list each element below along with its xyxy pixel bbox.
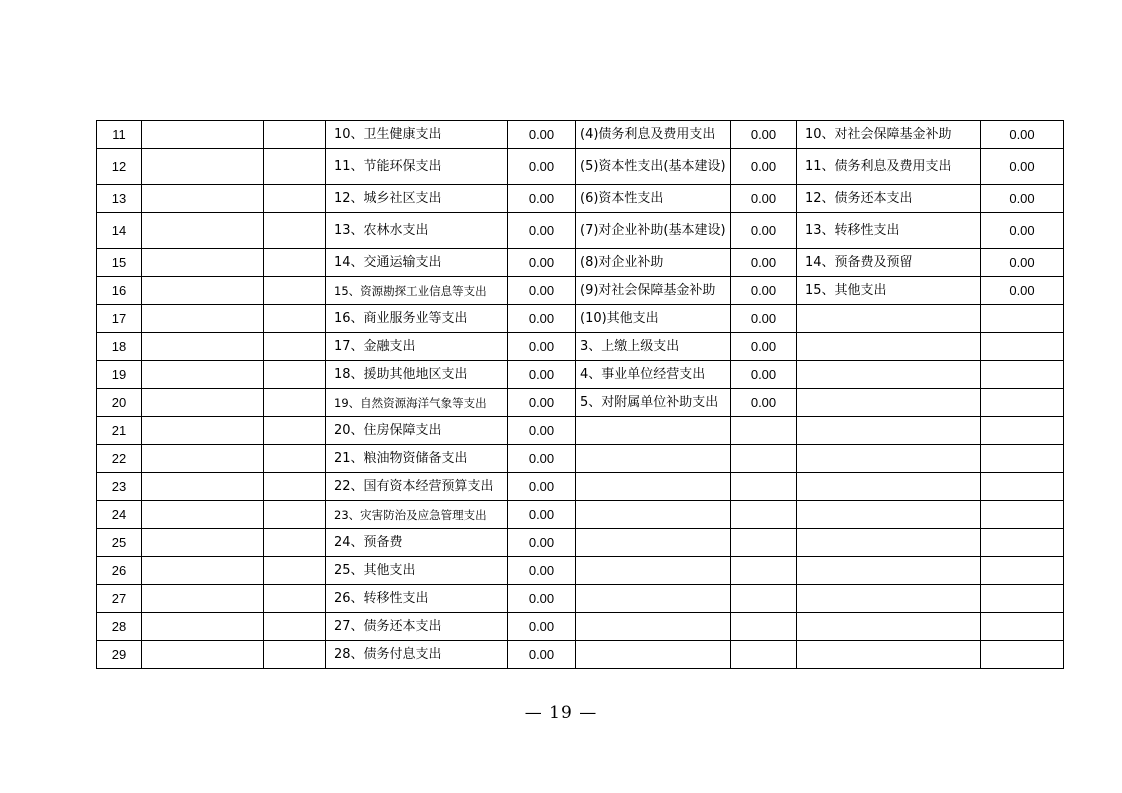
expense-economic-item: 5、对附属单位补助支出 xyxy=(576,389,731,417)
income-amount xyxy=(264,613,326,641)
expense-government-amount: 0.00 xyxy=(981,149,1064,185)
expense-economic-amount xyxy=(731,473,797,501)
table-row xyxy=(97,641,1064,669)
expense-government-amount: 0.00 xyxy=(981,185,1064,213)
expense-function-amount: 0.00 xyxy=(508,121,576,149)
expense-function-item: 14、交通运输支出 xyxy=(326,249,508,277)
income-item xyxy=(142,389,264,417)
expense-function-item: 12、城乡社区支出 xyxy=(326,185,508,213)
table-row xyxy=(97,529,1064,557)
expense-function-item: 23、灾害防治及应急管理支出 xyxy=(326,501,508,529)
expense-government-amount xyxy=(981,389,1064,417)
table-row xyxy=(97,389,1064,417)
expense-function-amount: 0.00 xyxy=(508,613,576,641)
income-item xyxy=(142,361,264,389)
expense-function-item: 20、住房保障支出 xyxy=(326,417,508,445)
table-row xyxy=(97,333,1064,361)
expense-government-item xyxy=(797,473,981,501)
income-amount xyxy=(264,149,326,185)
expense-government-amount xyxy=(981,305,1064,333)
expense-economic-item xyxy=(576,641,731,669)
expense-economic-amount: 0.00 xyxy=(731,361,797,389)
income-item xyxy=(142,501,264,529)
expense-government-amount xyxy=(981,417,1064,445)
row-number: 24 xyxy=(97,501,142,529)
expense-government-amount xyxy=(981,361,1064,389)
table-row xyxy=(97,557,1064,585)
expense-government-amount: 0.00 xyxy=(981,213,1064,249)
expense-economic-item xyxy=(576,445,731,473)
expense-government-amount xyxy=(981,529,1064,557)
expense-government-item xyxy=(797,529,981,557)
expense-function-item: 22、国有资本经营预算支出 xyxy=(326,473,508,501)
budget-table xyxy=(96,120,1064,669)
expense-government-amount xyxy=(981,501,1064,529)
expense-government-amount: 0.00 xyxy=(981,249,1064,277)
income-item xyxy=(142,473,264,501)
income-amount xyxy=(264,121,326,149)
expense-economic-amount: 0.00 xyxy=(731,149,797,185)
expense-government-amount xyxy=(981,445,1064,473)
expense-function-amount: 0.00 xyxy=(508,501,576,529)
income-amount xyxy=(264,529,326,557)
row-number: 28 xyxy=(97,613,142,641)
expense-government-amount: 0.00 xyxy=(981,121,1064,149)
income-item xyxy=(142,185,264,213)
row-number: 18 xyxy=(97,333,142,361)
expense-function-amount: 0.00 xyxy=(508,389,576,417)
expense-economic-item: (4)债务利息及费用支出 xyxy=(576,121,731,149)
row-number: 27 xyxy=(97,585,142,613)
expense-function-amount: 0.00 xyxy=(508,277,576,305)
page-number: — 19 — xyxy=(524,703,598,723)
income-amount xyxy=(264,277,326,305)
expense-government-item: 14、预备费及预留 xyxy=(797,249,981,277)
expense-economic-amount xyxy=(731,641,797,669)
row-number: 15 xyxy=(97,249,142,277)
expense-function-item: 11、节能环保支出 xyxy=(326,149,508,185)
table-row xyxy=(97,445,1064,473)
expense-function-item: 13、农林水支出 xyxy=(326,213,508,249)
expense-government-item xyxy=(797,445,981,473)
expense-function-amount: 0.00 xyxy=(508,641,576,669)
expense-economic-amount: 0.00 xyxy=(731,185,797,213)
table-row xyxy=(97,361,1064,389)
expense-government-amount xyxy=(981,641,1064,669)
row-number: 11 xyxy=(97,121,142,149)
table-row xyxy=(97,473,1064,501)
income-item xyxy=(142,445,264,473)
expense-government-item xyxy=(797,333,981,361)
income-amount xyxy=(264,641,326,669)
expense-economic-amount xyxy=(731,557,797,585)
expense-function-item: 15、资源勘探工业信息等支出 xyxy=(326,277,508,305)
expense-function-amount: 0.00 xyxy=(508,213,576,249)
table-row xyxy=(97,585,1064,613)
expense-economic-amount: 0.00 xyxy=(731,249,797,277)
expense-function-amount: 0.00 xyxy=(508,333,576,361)
income-item xyxy=(142,149,264,185)
income-item xyxy=(142,213,264,249)
expense-government-item: 12、债务还本支出 xyxy=(797,185,981,213)
row-number: 26 xyxy=(97,557,142,585)
row-number: 17 xyxy=(97,305,142,333)
income-amount xyxy=(264,305,326,333)
expense-economic-amount: 0.00 xyxy=(731,333,797,361)
expense-function-item: 28、债务付息支出 xyxy=(326,641,508,669)
expense-function-amount: 0.00 xyxy=(508,417,576,445)
expense-economic-item xyxy=(576,417,731,445)
income-amount xyxy=(264,417,326,445)
expense-government-amount xyxy=(981,585,1064,613)
expense-function-amount: 0.00 xyxy=(508,185,576,213)
income-amount xyxy=(264,473,326,501)
expense-economic-item xyxy=(576,529,731,557)
expense-function-item: 16、商业服务业等支出 xyxy=(326,305,508,333)
expense-government-item: 10、对社会保障基金补助 xyxy=(797,121,981,149)
income-amount xyxy=(264,501,326,529)
expense-economic-item: 4、事业单位经营支出 xyxy=(576,361,731,389)
income-item xyxy=(142,529,264,557)
row-number: 25 xyxy=(97,529,142,557)
income-amount xyxy=(264,249,326,277)
table-row xyxy=(97,249,1064,277)
expense-economic-amount: 0.00 xyxy=(731,121,797,149)
expense-economic-item xyxy=(576,501,731,529)
income-item xyxy=(142,641,264,669)
expense-economic-amount xyxy=(731,501,797,529)
row-number: 22 xyxy=(97,445,142,473)
expense-economic-amount: 0.00 xyxy=(731,389,797,417)
income-amount xyxy=(264,445,326,473)
expense-economic-item: (6)资本性支出 xyxy=(576,185,731,213)
expense-economic-amount: 0.00 xyxy=(731,305,797,333)
expense-economic-amount xyxy=(731,417,797,445)
row-number: 20 xyxy=(97,389,142,417)
expense-government-amount xyxy=(981,333,1064,361)
expense-function-amount: 0.00 xyxy=(508,249,576,277)
expense-function-amount: 0.00 xyxy=(508,585,576,613)
income-item xyxy=(142,277,264,305)
expense-government-item xyxy=(797,389,981,417)
expense-function-amount: 0.00 xyxy=(508,473,576,501)
row-number: 12 xyxy=(97,149,142,185)
expense-economic-amount xyxy=(731,529,797,557)
expense-government-amount: 0.00 xyxy=(981,277,1064,305)
expense-economic-item xyxy=(576,585,731,613)
row-number: 13 xyxy=(97,185,142,213)
income-item xyxy=(142,305,264,333)
expense-government-item: 11、债务利息及费用支出 xyxy=(797,149,981,185)
expense-government-item xyxy=(797,641,981,669)
expense-function-item: 25、其他支出 xyxy=(326,557,508,585)
income-amount xyxy=(264,213,326,249)
table-row xyxy=(97,277,1064,305)
expense-government-amount xyxy=(981,613,1064,641)
table-row xyxy=(97,121,1064,149)
expense-function-item: 27、债务还本支出 xyxy=(326,613,508,641)
expense-economic-item: (5)资本性支出(基本建设) xyxy=(576,149,731,185)
income-item xyxy=(142,613,264,641)
expense-function-amount: 0.00 xyxy=(508,361,576,389)
expense-government-item: 15、其他支出 xyxy=(797,277,981,305)
row-number: 29 xyxy=(97,641,142,669)
expense-government-item: 13、转移性支出 xyxy=(797,213,981,249)
table-row xyxy=(97,213,1064,249)
table-row xyxy=(97,417,1064,445)
income-item xyxy=(142,417,264,445)
expense-function-amount: 0.00 xyxy=(508,557,576,585)
expense-government-item xyxy=(797,613,981,641)
income-amount xyxy=(264,585,326,613)
expense-government-item xyxy=(797,585,981,613)
expense-government-item xyxy=(797,361,981,389)
row-number: 19 xyxy=(97,361,142,389)
row-number: 16 xyxy=(97,277,142,305)
income-item xyxy=(142,557,264,585)
table-row xyxy=(97,501,1064,529)
income-amount xyxy=(264,361,326,389)
expense-function-item: 10、卫生健康支出 xyxy=(326,121,508,149)
expense-economic-amount: 0.00 xyxy=(731,277,797,305)
expense-government-amount xyxy=(981,473,1064,501)
expense-function-amount: 0.00 xyxy=(508,305,576,333)
expense-function-amount: 0.00 xyxy=(508,529,576,557)
expense-government-item xyxy=(797,305,981,333)
expense-economic-item: (9)对社会保障基金补助 xyxy=(576,277,731,305)
income-amount xyxy=(264,389,326,417)
expense-government-item xyxy=(797,557,981,585)
expense-function-amount: 0.00 xyxy=(508,445,576,473)
expense-economic-item: 3、上缴上级支出 xyxy=(576,333,731,361)
expense-function-item: 21、粮油物资储备支出 xyxy=(326,445,508,473)
expense-economic-amount xyxy=(731,585,797,613)
expense-government-amount xyxy=(981,557,1064,585)
income-amount xyxy=(264,185,326,213)
row-number: 14 xyxy=(97,213,142,249)
income-item xyxy=(142,333,264,361)
expense-economic-item xyxy=(576,613,731,641)
income-item xyxy=(142,249,264,277)
expense-economic-amount xyxy=(731,613,797,641)
table-row xyxy=(97,185,1064,213)
expense-economic-amount: 0.00 xyxy=(731,213,797,249)
expense-government-item xyxy=(797,501,981,529)
table-row xyxy=(97,613,1064,641)
income-amount xyxy=(264,333,326,361)
expense-function-item: 17、金融支出 xyxy=(326,333,508,361)
expense-function-item: 26、转移性支出 xyxy=(326,585,508,613)
expense-function-amount: 0.00 xyxy=(508,149,576,185)
income-amount xyxy=(264,557,326,585)
expense-government-item xyxy=(797,417,981,445)
expense-function-item: 18、援助其他地区支出 xyxy=(326,361,508,389)
expense-function-item: 24、预备费 xyxy=(326,529,508,557)
expense-economic-item xyxy=(576,473,731,501)
table-row xyxy=(97,305,1064,333)
table-row xyxy=(97,149,1064,185)
expense-function-item: 19、自然资源海洋气象等支出 xyxy=(326,389,508,417)
expense-economic-item: (8)对企业补助 xyxy=(576,249,731,277)
expense-economic-item xyxy=(576,557,731,585)
expense-economic-item: (10)其他支出 xyxy=(576,305,731,333)
row-number: 21 xyxy=(97,417,142,445)
row-number: 23 xyxy=(97,473,142,501)
expense-economic-amount xyxy=(731,445,797,473)
expense-economic-item: (7)对企业补助(基本建设) xyxy=(576,213,731,249)
income-item xyxy=(142,121,264,149)
income-item xyxy=(142,585,264,613)
